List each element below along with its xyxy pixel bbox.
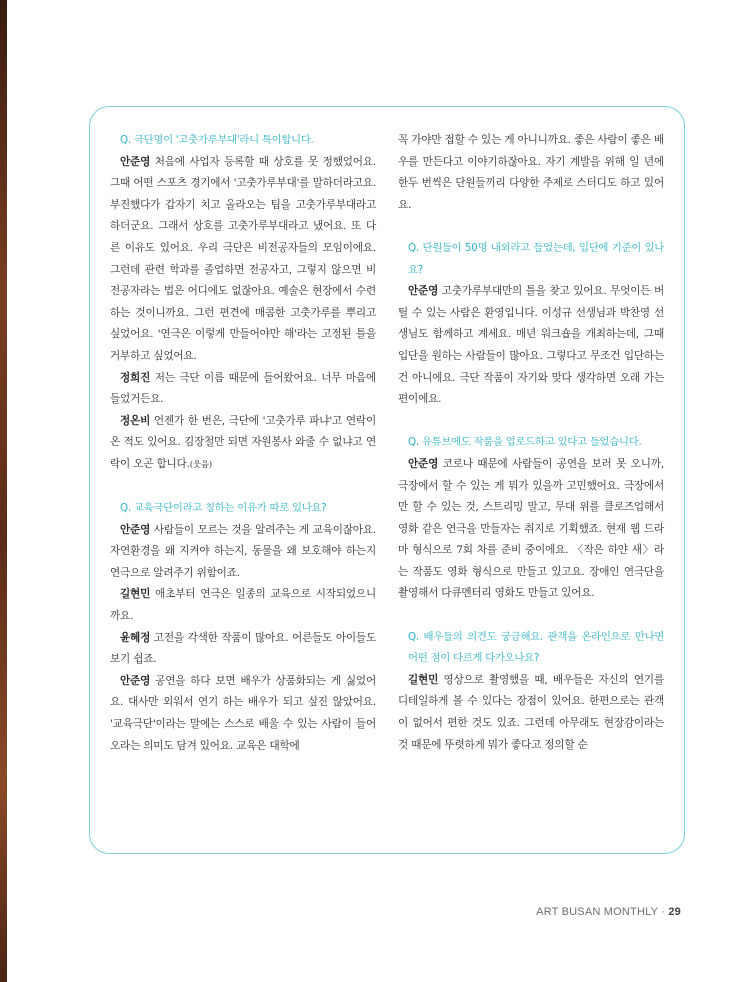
left-edge-photo-strip [0,0,7,982]
continued-paragraph: 꼭 가야만 접할 수 있는 게 아니니까요. 좋은 사람이 좋은 배우를 만든다고 이야기하잖아요. 자기 계발을 위해 일 년에 한두 번씩은 단원들끼리 다양한 주제로 스터디도 하고 있어요. [398,134,664,211]
answer-text: 사람들이 모르는 것을 알려주는 게 교육이잖아요. 자연환경을 왜 지켜야 하는지, 동물을 왜 보호해야 하는지 연극으로 알려주기 위함이죠. [110,523,376,579]
magazine-name: ART BUSAN MONTHLY [536,906,658,918]
answer-paragraph [110,628,376,671]
speaker-name: 안준영 [120,523,151,536]
answer-paragraph [110,152,376,368]
question-education-troupe: Q. 교육극단이라고 칭하는 이유가 따로 있나요? [120,502,327,515]
answer-text: 고전을 각색한 작품이 많아요. 어른들도 아이들도 보기 쉽죠. [110,631,376,666]
footer-separator: · [661,906,666,918]
speaker-name: 길현민 [120,588,151,601]
speaker-name: 길현민 [408,673,439,686]
question-membership: Q. 단원들이 50명 내외라고 들었는데, 입단에 기준이 있나요? [408,241,664,276]
speaker-name: 윤혜정 [120,631,151,644]
speaker-name: 안준영 [408,285,439,298]
question-company-name: Q. 극단명이 '고춧가루부대'라니 특이합니다. [120,134,314,146]
page-number: 29 [668,906,681,918]
laugh-note: (웃음) [189,459,213,470]
answer-text: 코로나 때문에 사람들이 공연을 보러 못 오니까, 극장에서 할 수 있는 게 뭐가 있을까 고민했어요. 극장에서만 할 수 있는 것, 스트리밍 말고, 무대 위를 클로즈업해서 영화 같은 연극을 만들자는 취지로 기획했죠. 현재 웹 드라마 형식으로 7회 차를 준비 중이에요. 〈작은 하얀 새〉라는 작품도 영화 형식으로 만들고 있고요. 장애인 연극단을 촬영해서 다큐멘터리 영화도 만들고 있어요. [398,457,665,600]
answer-paragraph [110,368,376,411]
question-youtube: Q. 유튜브에도 작품을 업로드하고 있다고 들었습니다. [408,436,642,449]
answer-text: 영상으로 촬영했을 때, 배우들은 자신의 연기를 디테일하게 볼 수 있다는 장점이 있어요. 한편으로는 관객이 없어서 편한 것도 있죠. 그런데 아무래도 현장감이라는 것 때문에 뚜렷하게 뭐가 좋다고 정의할 순 [398,673,664,751]
answer-paragraph [398,281,664,411]
answer-paragraph [398,454,664,605]
answer-text: 공연을 하다 보면 배우가 상품화되는 게 싫었어요. 대사만 외워서 연기 하는 배우가 되고 싶진 않았어요. '교육극단'이라는 말에는 스스로 배울 수 있는 사람이 들어오라는 의미도 담겨 있어요. 교육은 대학에 [110,674,376,752]
answer-paragraph [398,670,664,756]
speaker-name: 안준영 [120,674,151,687]
page-footer [536,906,681,918]
left-column [110,130,376,757]
answer-text: 언젠가 한 번은, 극단에 '고춧가루 파냐'고 연락이 온 적도 있어요. 김장철만 되면 자원봉사 와줄 수 없냐고 연락이 오곤 합니다. [110,414,376,470]
answer-text: 고춧가루부대만의 틀을 찾고 있어요. 무엇이든 버틸 수 있는 사람은 환영입니다. 이성규 선생님과 박찬영 선생님도 함께하고 계세요. 매년 워크숍을 개최하는데, 그때 입단을 원하는 사람들이 많아요. 그렇다고 무조건 입단하는 건 아니에요. 극단 작품이 자기와 맞다 생각하면 오래 가는 편이에요. [398,285,664,406]
right-column [398,130,664,756]
speaker-name: 정희진 [120,371,151,384]
answer-paragraph [110,520,376,585]
speaker-name: 안준영 [408,457,439,470]
answer-text: 저는 극단 이름 때문에 들어왔어요. 너무 마음에 들었거든요. [110,371,377,406]
answer-text: 애초부터 연극은 일종의 교육으로 시작되었으니까요. [110,588,376,623]
speaker-name: 안준영 [120,155,151,168]
answer-paragraph [110,671,376,757]
question-online-audience: Q. 배우들의 의견도 궁금해요. 관객을 온라인으로 만나면 어떤 점이 다르게 다가오나요? [408,630,664,665]
speaker-name: 정온비 [120,414,151,427]
answer-text: 처음에 사업자 등록할 때 상호를 못 정했었어요. 그때 어떤 스포츠 경기에서 '고춧가루부대'를 말하더라고요. 부진했다가 갑자기 치고 올라오는 팀을 고춧가루부대라고 하더군요. 그래서 상호를 고춧가루부대라고 냈어요. 또 다른 이유도 있어요. 우리 극단은 비전공자들의 모임이에요. 그런데 관련 학과를 졸업하면 전공자고, 그렇지 않으면 비전공자라는 법은 어디에도 없잖아요. 예술은 현장에서 수련하는 것이니까요. 그런 편견에 매콤한 고춧가루를 뿌리고 싶었어요. '연극은 이렇게 만들어야만 해'라는 고정된 틀을 거부하고 싶었어요. [110,155,377,362]
answer-paragraph [110,411,376,477]
answer-paragraph [110,584,376,627]
